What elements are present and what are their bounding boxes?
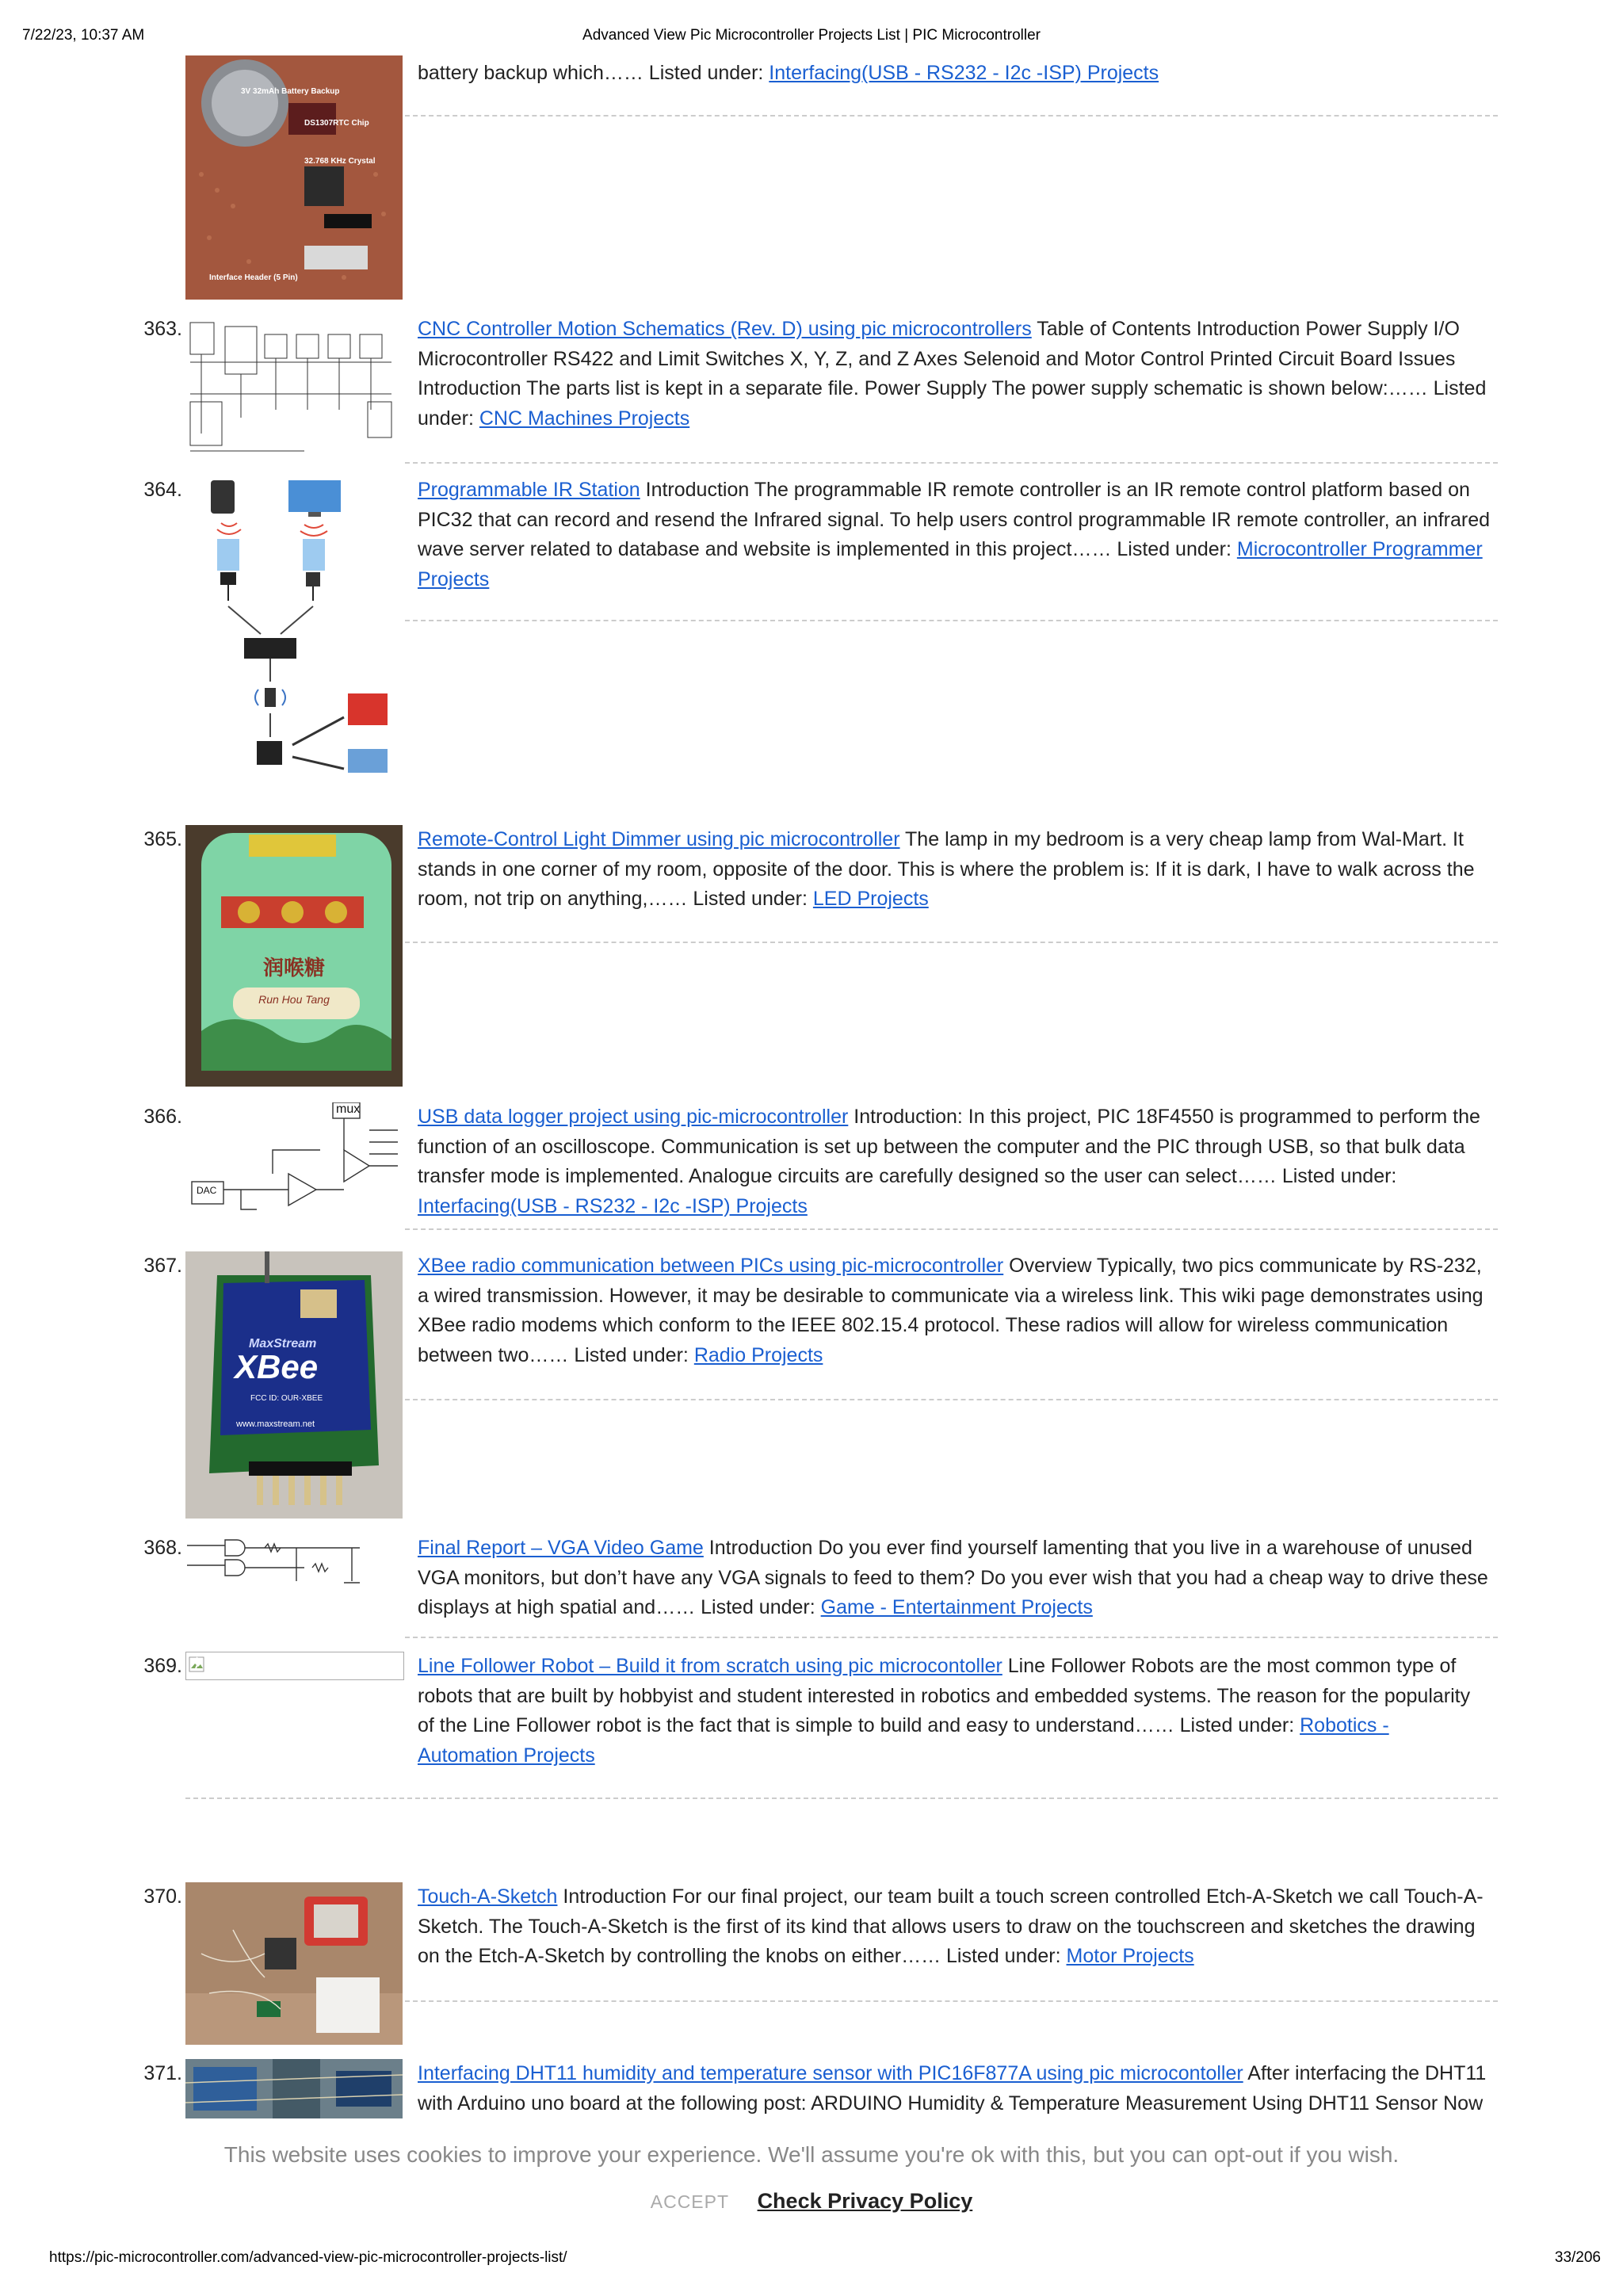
project-entry: [143, 1102, 1498, 1229]
thumbnail-caption: Run Hou Tang: [258, 993, 330, 1006]
cookie-actions: [0, 2189, 1623, 2214]
project-description: [418, 1102, 1491, 1222]
project-title-link[interactable]: Remote-Control Light Dimmer using pic microcontroller: [418, 828, 900, 850]
category-link[interactable]: Interfacing(USB - RS232 - I2c -ISP) Projects: [418, 1195, 808, 1218]
entry-separator: [405, 115, 1498, 117]
project-entry: [143, 315, 1498, 462]
project-description: [418, 315, 1491, 434]
project-number: 370.: [143, 1885, 182, 1908]
project-entry: [143, 1534, 1498, 1637]
entry-separator: [405, 1637, 1498, 1638]
broken-image-icon: [188, 1656, 207, 1675]
project-entry: [143, 476, 1498, 808]
project-title-link[interactable]: XBee radio communication between PICs using pic-microcontroller: [418, 1255, 1004, 1277]
thumbnail-caption: mux: [336, 1102, 361, 1116]
entry-separator: [405, 942, 1498, 943]
project-number: 365.: [143, 828, 182, 850]
description-text: Introduction: In this project, PIC 18F4550 is programmed to perform the function of an oscilloscope. Communication is set up between the computer and the PIC through USB, so that bulk data transfer mode is implemented. Analogue circuits are carefully designed so the user can select…… Listed under:: [418, 1106, 1480, 1188]
thumbnail-caption: DS1307RTC Chip: [304, 119, 369, 128]
project-title-link[interactable]: Touch-A-Sketch: [418, 1885, 558, 1908]
project-number: 366.: [143, 1106, 182, 1128]
project-thumbnail-rtc-module[interactable]: [185, 55, 403, 300]
description-text: battery backup which…… Listed under:: [418, 62, 769, 84]
project-thumbnail-usb-logger-circuit[interactable]: [185, 1102, 403, 1225]
print-datetime: 7/22/23, 10:37 AM: [22, 27, 145, 44]
thumbnail-caption: XBee: [235, 1348, 319, 1385]
project-title-link[interactable]: USB data logger project using pic-microcontroller: [418, 1106, 849, 1128]
description-text: Table of Contents Introduction Power Supply I/O Microcontroller RS422 and Limit Switches X, Y, Z, and Z Axes Selenoid and Motor Control Printed Circuit Board Issues Introduction The parts list is kept in a separate file. Power Supply The power supply schematic is shown below:…… Listed under:: [418, 318, 1487, 430]
description-text: After interfacing the DHT11 with Arduino uno board at the following post: ARDUINO Humidity & Temperature Measurement Using DHT11 Sensor Now: [418, 2062, 1487, 2115]
project-thumbnail-ir-station[interactable]: [185, 476, 403, 808]
project-number: 368.: [143, 1537, 182, 1559]
category-link[interactable]: LED Projects: [812, 888, 929, 911]
category-link[interactable]: Interfacing(USB - RS232 - I2c -ISP) Projects: [769, 62, 1159, 84]
thumbnail-caption: 32.768 KHz Crystal: [304, 157, 376, 166]
category-link[interactable]: Motor Projects: [1066, 1945, 1194, 1968]
project-title-link[interactable]: CNC Controller Motion Schematics (Rev. D) using pic microcontrollers: [418, 318, 1032, 340]
project-number: 363.: [143, 318, 182, 340]
project-description: [418, 1251, 1491, 1371]
project-number: 367.: [143, 1255, 182, 1277]
project-description: [418, 1882, 1491, 1972]
thumbnail-caption: Interface Header (5 Pin): [209, 273, 298, 282]
category-link[interactable]: CNC Machines Projects: [479, 407, 690, 430]
category-link[interactable]: Microcontroller Programmer Projects: [418, 538, 1483, 591]
project-entry: [143, 1652, 1498, 1802]
project-thumbnail-dht11[interactable]: [185, 2059, 403, 2118]
project-thumbnail-vga-circuit[interactable]: [185, 1534, 403, 1589]
cookie-accept-button[interactable]: ACCEPT: [650, 2191, 730, 2212]
project-description: [418, 476, 1491, 595]
thumbnail-caption: FCC ID: OUR-XBEE: [250, 1394, 323, 1403]
category-link[interactable]: Radio Projects: [693, 1344, 823, 1367]
entry-separator: [185, 1797, 1498, 1799]
category-link[interactable]: Robotics - Automation Projects: [418, 1714, 1389, 1767]
project-entry: [143, 2059, 1498, 2122]
entry-separator: [405, 620, 1498, 621]
broken-image-thumbnail[interactable]: [185, 1652, 404, 1680]
project-title-link[interactable]: Interfacing DHT11 humidity and temperature sensor with PIC16F877A using pic microcontoller: [418, 2062, 1243, 2084]
project-description: [418, 2059, 1491, 2118]
project-entry: [143, 1882, 1498, 2049]
entry-separator: [405, 1228, 1498, 1230]
entry-separator: [405, 1399, 1498, 1400]
project-description: [418, 1652, 1491, 1771]
thumbnail-caption: 润喉糖: [262, 956, 325, 980]
thumbnail-caption: MaxStream: [249, 1337, 317, 1350]
privacy-policy-link[interactable]: Check Privacy Policy: [757, 2189, 973, 2213]
project-description: [418, 59, 1491, 89]
project-title-link[interactable]: Final Report – VGA Video Game: [418, 1537, 704, 1559]
project-number: 371.: [143, 2062, 182, 2084]
project-thumbnail-xbee-module[interactable]: [185, 1251, 403, 1519]
project-entry: [143, 825, 1498, 1087]
description-text: Line Follower Robots are the most common type of robots that are built by hobbyist and student interested in robotics and embedded systems. The reason for the popularity of the Line Follower robot is the fact that is simple to build and easy to understand…… Listed under:: [418, 1655, 1471, 1737]
project-thumbnail-cnc-schematic[interactable]: [185, 315, 403, 461]
project-description: [418, 1534, 1491, 1623]
print-page-title: Advanced View Pic Microcontroller Projects List | PIC Microcontroller: [582, 27, 1041, 44]
entry-separator: [405, 2000, 1498, 2002]
cookie-message: This website uses cookies to improve your experience. We'll assume you're ok with this, but you can opt-out if you wish.: [223, 2142, 1400, 2167]
category-link[interactable]: Game - Entertainment Projects: [820, 1596, 1093, 1619]
project-number: 369.: [143, 1655, 182, 1677]
print-page-number: 33/206: [1554, 2249, 1601, 2266]
thumbnail-caption: 3V 32mAh Battery Backup: [241, 87, 340, 96]
description-text: Overview Typically, two pics communicate by RS-232, a wired transmission. However, it may be desirable to communicate via a wireless link. This wiki page demonstrates using XBee radio modems which conform to the IEEE 802.15.4 protocol. These radios will allow for wireless communication between two…… Listed under:: [418, 1255, 1484, 1367]
project-thumbnail-dimmer-tin[interactable]: [185, 825, 403, 1087]
project-description: [418, 825, 1491, 915]
description-text: Introduction Do you ever find yourself lamenting that you live in a warehouse of unused VGA monitors, but don’t have any VGA signals to feed to them? Do you ever wish that you had a cheap way to drive these displays at high spatial and…… Listed under:: [418, 1537, 1488, 1619]
project-title-link[interactable]: Programmable IR Station: [418, 479, 640, 501]
project-entry: [143, 55, 1498, 301]
thumbnail-caption: www.maxstream.net: [236, 1419, 315, 1429]
description-text: Introduction The programmable IR remote controller is an IR remote control platform based on PIC32 that can record and resend the Infrared signal. To help users control programmable IR remote controller, an infrared wave server related to database and website is implemented in this project…… Listed under:: [418, 479, 1491, 561]
print-url: https://pic-microcontroller.com/advanced-view-pic-microcontroller-projects-list/: [49, 2249, 567, 2266]
thumbnail-caption: DAC: [197, 1185, 217, 1196]
description-text: Introduction For our final project, our team built a touch screen controlled Etch-A-Sketch we call Touch-A-Sketch. The Touch-A-Sketch is the first of its kind that allows users to draw on the touchscreen and sketches the drawing on the Etch-A-Sketch by controlling the knobs on either…… Listed under:: [418, 1885, 1484, 1968]
project-number: 364.: [143, 479, 182, 501]
project-title-link[interactable]: Line Follower Robot – Build it from scratch using pic microcontoller: [418, 1655, 1002, 1677]
project-entry: [143, 1251, 1498, 1521]
entry-separator: [405, 462, 1498, 464]
project-thumbnail-touch-a-sketch[interactable]: [185, 1882, 403, 2045]
description-text: The lamp in my bedroom is a very cheap lamp from Wal-Mart. It stands in one corner of my room, opposite of the door. This is where the problem is: If it is dark, I have to walk across the room, not trip on anything,…… Listed under:: [418, 828, 1475, 911]
